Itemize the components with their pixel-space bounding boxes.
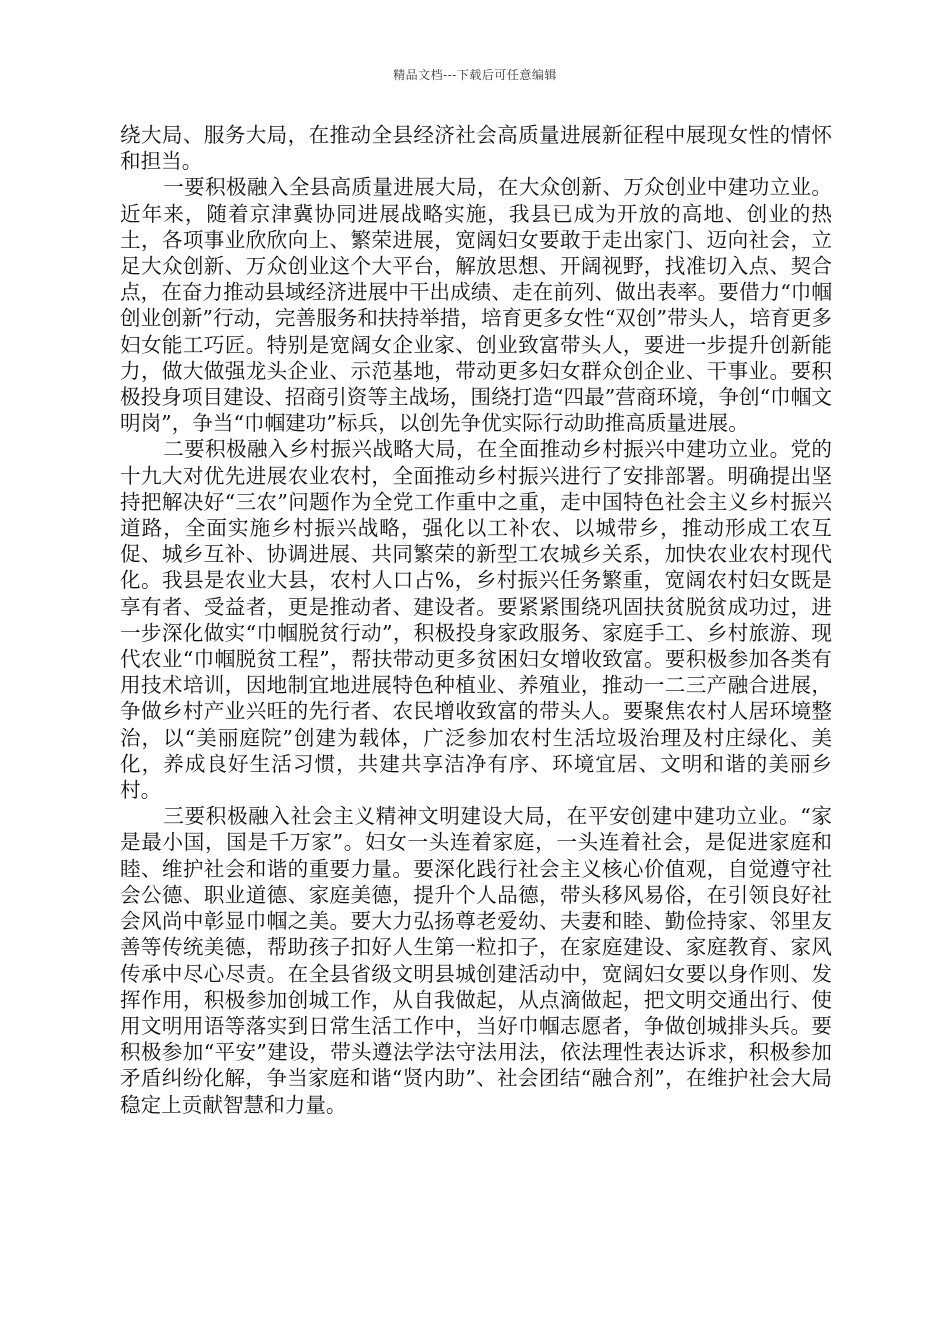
paragraph-point-two: 二要积极融入乡村振兴战略大局，在全面推动乡村振兴中建功立业。党的十九大对优先进展农业农村，全面推动乡村振兴进行了安排部署。明确提出坚持把解决好“三农”问题作为全党工作重中之重，走中国特色社会主义乡村振兴道路，全面实施乡村振兴战略，强化以工补农、以城带乡，推动形成工农互促、城乡互补、协调进展、共同繁荣的新型工农城乡关系，加快农业农村现代化。我县是农业大县，农村人口占%，乡村振兴任务繁重，宽阔农村妇女既是享有者、受益者，更是推动者、建设者。要紧紧围绕巩固扶贫脱贫成功过，进一步深化做实“巾帼脱贫行动”，积极投身家政服务、家庭手工、乡村旅游、现代农业“巾帼脱贫工程”，帮扶带动更多贫困妇女增收致富。要积极参加各类有用技术培训，因地制宜地进展特色种植业、养殖业，推动一二三产融合进展，争做乡村产业兴旺的先行者、农民增收致富的带头人。要聚焦农村人居环境整治，以“美丽庭院”创建为载体，广泛参加农村生活垃圾治理及村庄绿化、美化，养成良好生活习惯，共建共享洁净有序、环境宜居、文明和谐的美丽乡村。 [120, 437, 832, 803]
paragraph-point-three: 三要积极融入社会主义精神文明建设大局，在平安创建中建功立业。“家是最小国，国是千万家”。妇女一头连着家庭，一头连着社会，是促进家庭和睦、维护社会和谐的重要力量。要深化践行社会主义核心价值观，自觉遵守社会公德、职业道德、家庭美德，提升个人品德，带头移风易俗，在引领良好社会风尚中彰显巾帼之美。要大力弘扬尊老爱幼、夫妻和睦、勤俭持家、邻里友善等传统美德，帮助孩子扣好人生第一粒扣子，在家庭建设、家庭教育、家风传承中尽心尽责。在全县省级文明县城创建活动中，宽阔妇女要以身作则、发挥作用，积极参加创城工作，从自我做起，从点滴做起，把文明交通出行、使用文明用语等落实到日常生活工作中，当好巾帼志愿者，争做创城排头兵。要积极参加“平安”建设，带头遵法学法守法用法，依法理性表达诉求，积极参加矛盾纠纷化解，争当家庭和谐“贤内助”、社会团结“融合剂”，在维护社会大局稳定上贡献智慧和力量。 [120, 804, 832, 1117]
document-body [120, 122, 832, 1118]
page-header: 精品文档---下载后可任意编辑 [393, 68, 557, 82]
paragraph-point-one: 一要积极融入全县高质量进展大局，在大众创新、万众创业中建功立业。近年来，随着京津冀协同进展战略实施，我县已成为开放的高地、创业的热土，各项事业欣欣向上、繁荣进展，宽阔妇女要敢于走出家门、迈向社会，立足大众创新、万众创业这个大平台，解放思想、开阔视野，找准切入点、契合点，在奋力推动县域经济进展中干出成绩、走在前列、做出表率。要借力“巾帼创业创新”行动，完善服务和扶持举措，培育更多女性“双创”带头人，培育更多妇女能工巧匠。特别是宽阔女企业家、创业致富带头人，要进一步提升创新能力，做大做强龙头企业、示范基地，带动更多妇女群众创企业、干事业。要积极投身项目建设、招商引资等主战场，围绕打造“四最”营商环境，争创“巾帼文明岗”，争当“巾帼建功”标兵，以创先争优实际行动助推高质量进展。 [120, 175, 832, 436]
paragraph-continuation: 绕大局、服务大局，在推动全县经济社会高质量进展新征程中展现女性的情怀和担当。 [120, 123, 832, 174]
